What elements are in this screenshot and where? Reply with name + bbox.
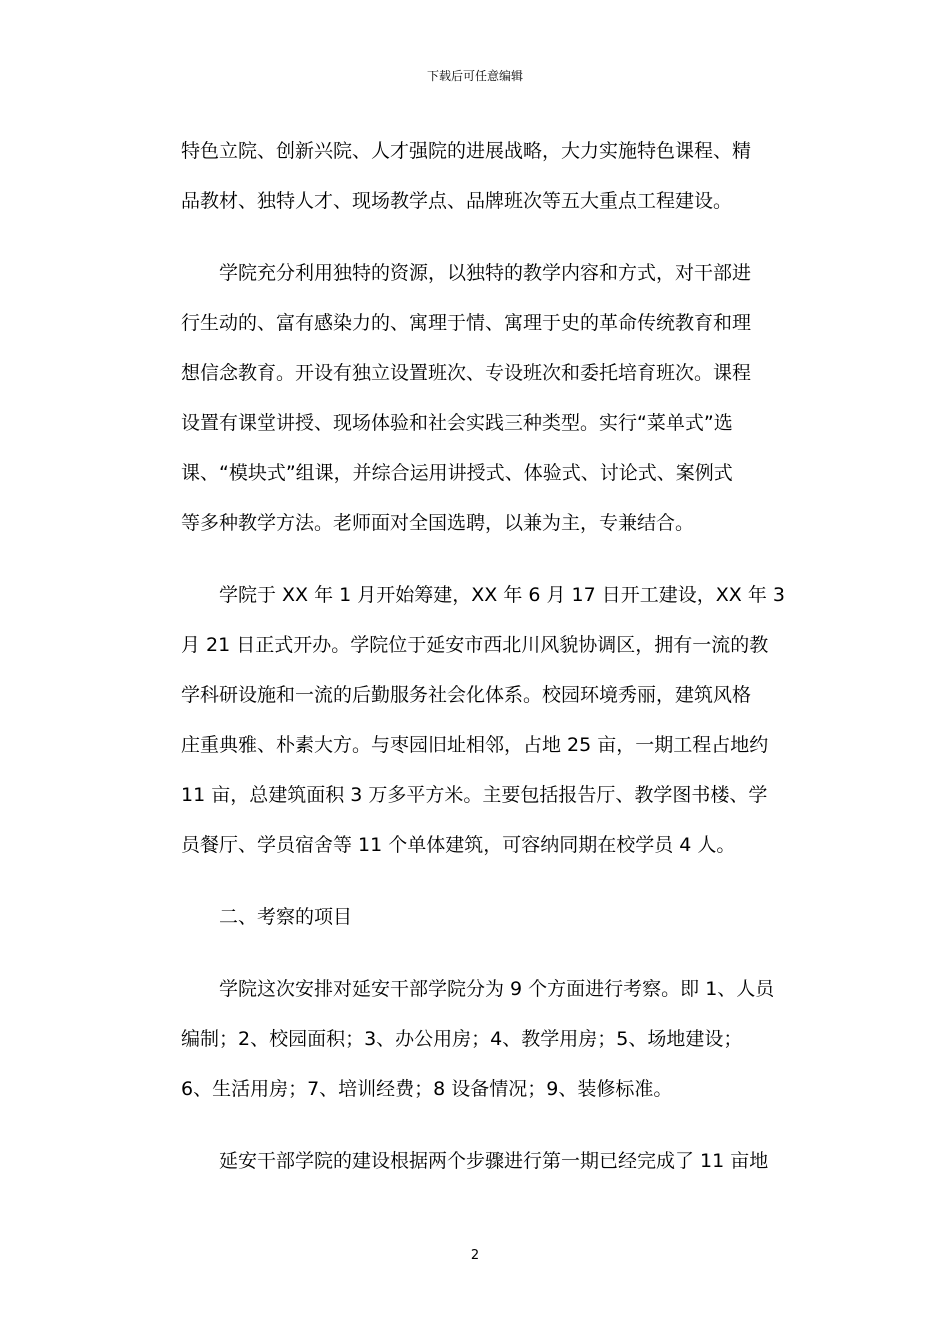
text-line: 等多种教学方法。老师面对全国选聘，以兼为主，专兼结合。 xyxy=(181,512,695,534)
text-line: 学院充分利用独特的资源，以独特的教学内容和方式，对干部进 xyxy=(219,262,752,284)
text-line: 延安干部学院的建设根据两个步骤进行第一期已经完成了 11 亩地 xyxy=(219,1150,769,1172)
paragraph-teaching xyxy=(181,255,771,541)
text-line: 员餐厅、学员宿舍等 11 个单体建筑，可容纳同期在校学员 4 人。 xyxy=(181,834,736,856)
text-line: 6、生活用房；7、培训经费；8 设备情况；9、装修标准。 xyxy=(181,1078,673,1100)
paragraph-strategy xyxy=(181,133,771,219)
heading-line: 二、考察的项目 xyxy=(219,906,353,928)
section-heading xyxy=(181,899,771,935)
text-line: 想信念教育。开设有独立设置班次、专设班次和委托培育班次。课程 xyxy=(181,362,752,384)
text-line: 特色立院、创新兴院、人才强院的进展战略，大力实施特色课程、精 xyxy=(181,140,752,162)
text-line: 学院这次安排对延安干部学院分为 9 个方面进行考察。即 1、人员 xyxy=(219,978,775,1000)
text-line: 设置有课堂讲授、现场体验和社会实践三种类型。实行“菜单式”选 xyxy=(181,412,733,434)
page-number: 2 xyxy=(470,1248,480,1263)
text-line: 课、“模块式”组课，并综合运用讲授式、体验式、讨论式、案例式 xyxy=(181,462,733,484)
text-line: 学院于 XX 年 1 月开始筹建，XX 年 6 月 17 日开工建设，XX 年 3 xyxy=(219,584,785,606)
page-header: 下载后可任意编辑 xyxy=(426,69,523,83)
document-body xyxy=(181,133,785,1215)
paragraph-construction xyxy=(181,1143,771,1179)
text-line: 11 亩，总建筑面积 3 万多平方米。主要包括报告厅、教学图书楼、学 xyxy=(181,784,768,806)
paragraph-inspection xyxy=(181,971,775,1107)
text-line: 编制；2、校园面积；3、办公用房；4、教学用房；5、场地建设； xyxy=(181,1028,743,1050)
text-line: 行生动的、富有感染力的、寓理于情、寓理于史的革命传统教育和理 xyxy=(181,312,752,334)
paragraph-history xyxy=(181,577,785,863)
text-line: 月 21 日正式开办。学院位于延安市西北川风貌协调区，拥有一流的教 xyxy=(181,634,769,656)
text-line: 学科研设施和一流的后勤服务社会化体系。校园环境秀丽，建筑风格 xyxy=(181,684,752,706)
text-line: 庄重典雅、朴素大方。与枣园旧址相邻，占地 25 亩，一期工程占地约 xyxy=(181,734,769,756)
text-line: 品教材、独特人才、现场教学点、品牌班次等五大重点工程建设。 xyxy=(181,190,733,212)
